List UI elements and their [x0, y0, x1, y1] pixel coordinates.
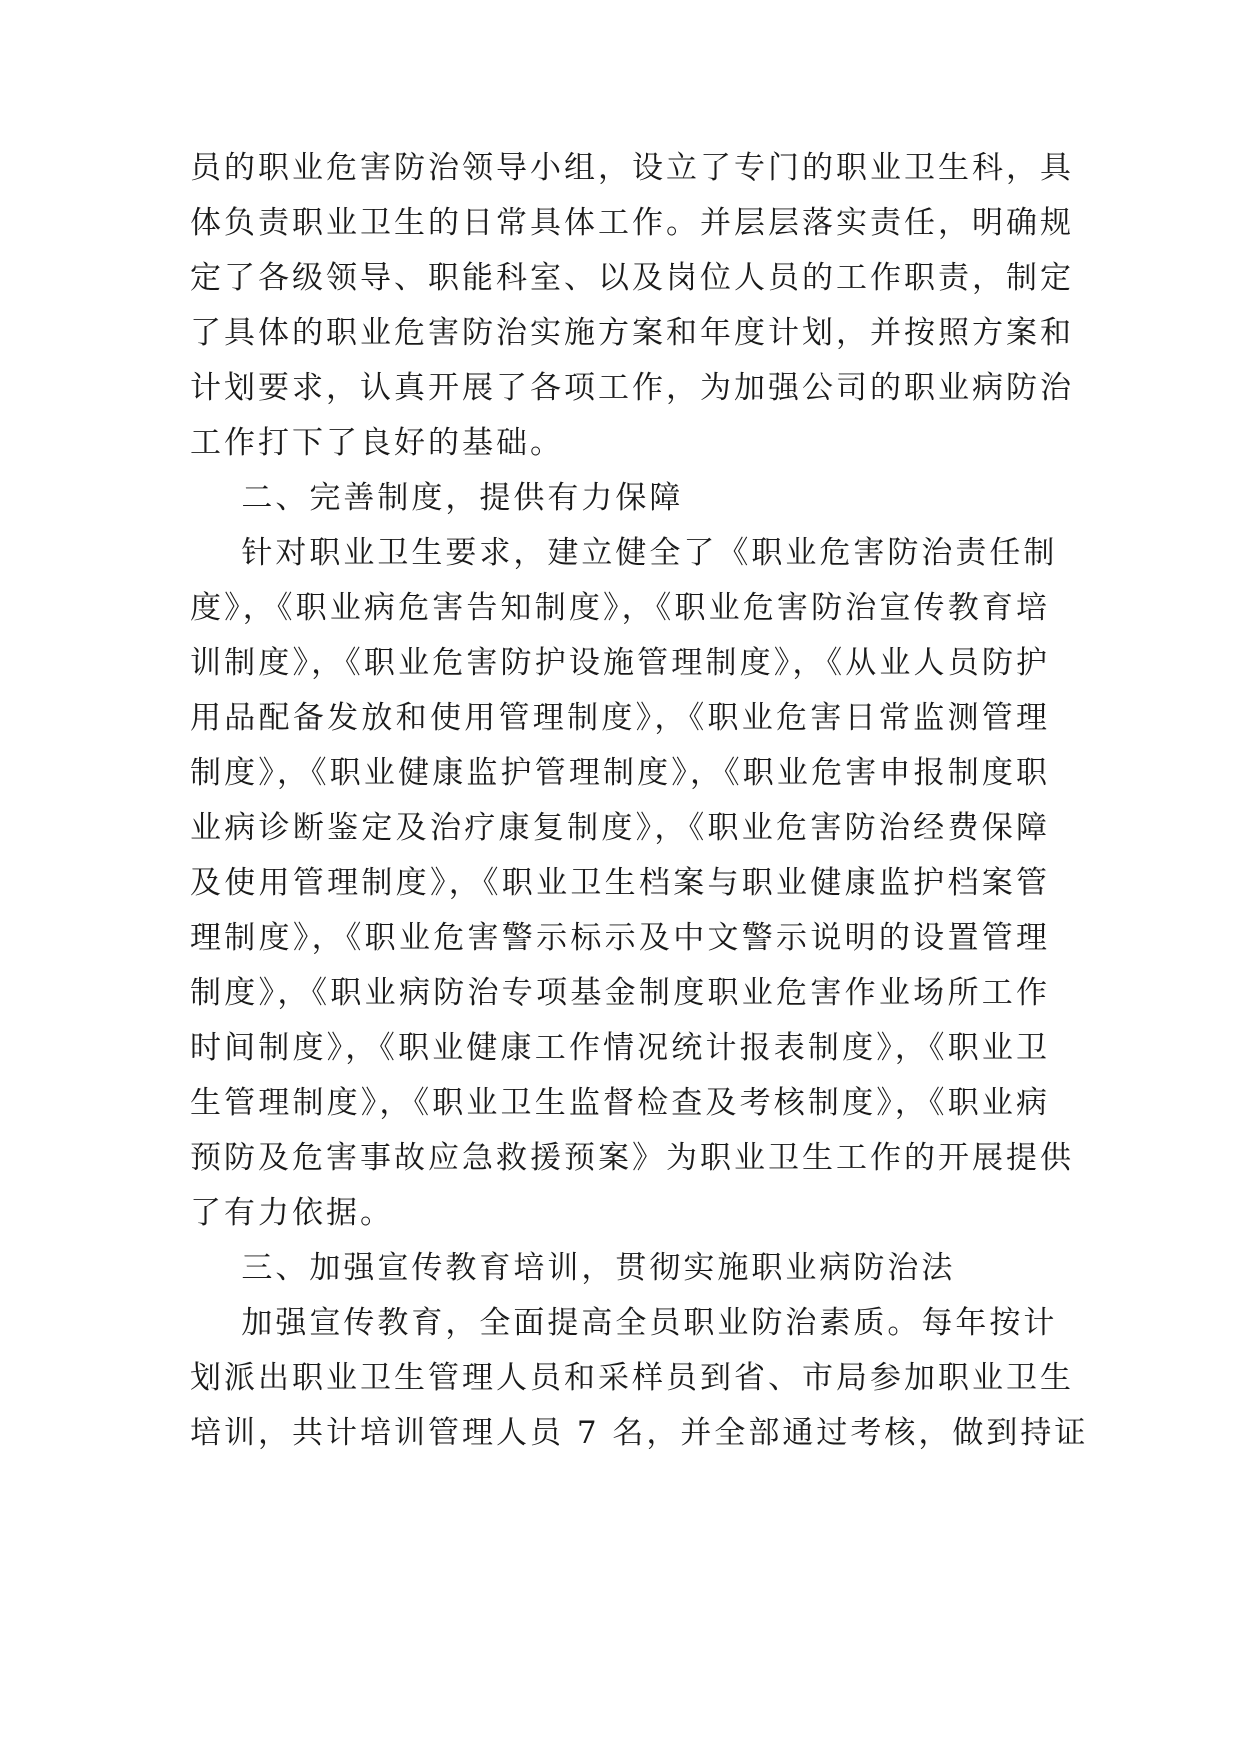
text-line-2: 体负责职业卫生的日常具体工作。并层层落实责任，明确规 — [190, 205, 1074, 241]
text-line-1: 员的职业危害防治领导小组，设立了专门的职业卫生科，具 — [190, 150, 1074, 186]
text-line-3: 定了各级领导、职能科室、以及岗位人员的工作职责，制定 — [190, 260, 1074, 296]
text-line-9: 度》，《职业病危害告知制度》，《职业危害防治宣传教育培 — [190, 590, 1050, 626]
section-heading-3: 三、加强宣传教育培训，贯彻实施职业病防治法 — [190, 1250, 956, 1286]
text-line-16: 制度》，《职业病防治专项基金制度职业危害作业场所工作 — [190, 975, 1050, 1011]
text-line-6: 工作打下了良好的基础。 — [190, 425, 564, 461]
text-line-23: 划派出职业卫生管理人员和采样员到省、市局参加职业卫生 — [190, 1360, 1074, 1396]
text-line-10: 训制度》，《职业危害防护设施管理制度》，《从业人员防护 — [190, 645, 1050, 681]
text-line-5: 计划要求，认真开展了各项工作，为加强公司的职业病防治 — [190, 370, 1074, 406]
text-line-15: 理制度》，《职业危害警示标示及中文警示说明的设置管理 — [190, 920, 1050, 956]
text-line-8: 针对职业卫生要求，建立健全了《职业危害防治责任制 — [190, 535, 1058, 571]
text-line-11: 用品配备发放和使用管理制度》，《职业危害日常监测管理 — [190, 700, 1050, 736]
text-line-19: 预防及危害事故应急救援预案》为职业卫生工作的开展提供 — [190, 1140, 1074, 1176]
text-line-22: 加强宣传教育，全面提高全员职业防治素质。每年按计 — [190, 1305, 1058, 1341]
text-line-20: 了有力依据。 — [190, 1195, 394, 1231]
section-heading-2: 二、完善制度，提供有力保障 — [190, 480, 684, 516]
text-line-13: 业病诊断鉴定及治疗康复制度》，《职业危害防治经费保障 — [190, 810, 1050, 846]
text-line-17: 时间制度》，《职业健康工作情况统计报表制度》，《职业卫 — [190, 1030, 1050, 1066]
text-line-12: 制度》，《职业健康监护管理制度》，《职业危害申报制度职 — [190, 755, 1050, 791]
text-line-4: 了具体的职业危害防治实施方案和年度计划，并按照方案和 — [190, 315, 1074, 351]
text-line-18: 生管理制度》，《职业卫生监督检查及考核制度》，《职业病 — [190, 1085, 1050, 1121]
text-line-24: 培训，共计培训管理人员 7 名，并全部通过考核，做到持证 — [190, 1415, 1089, 1451]
text-line-14: 及使用管理制度》，《职业卫生档案与职业健康监护档案管 — [190, 865, 1050, 901]
